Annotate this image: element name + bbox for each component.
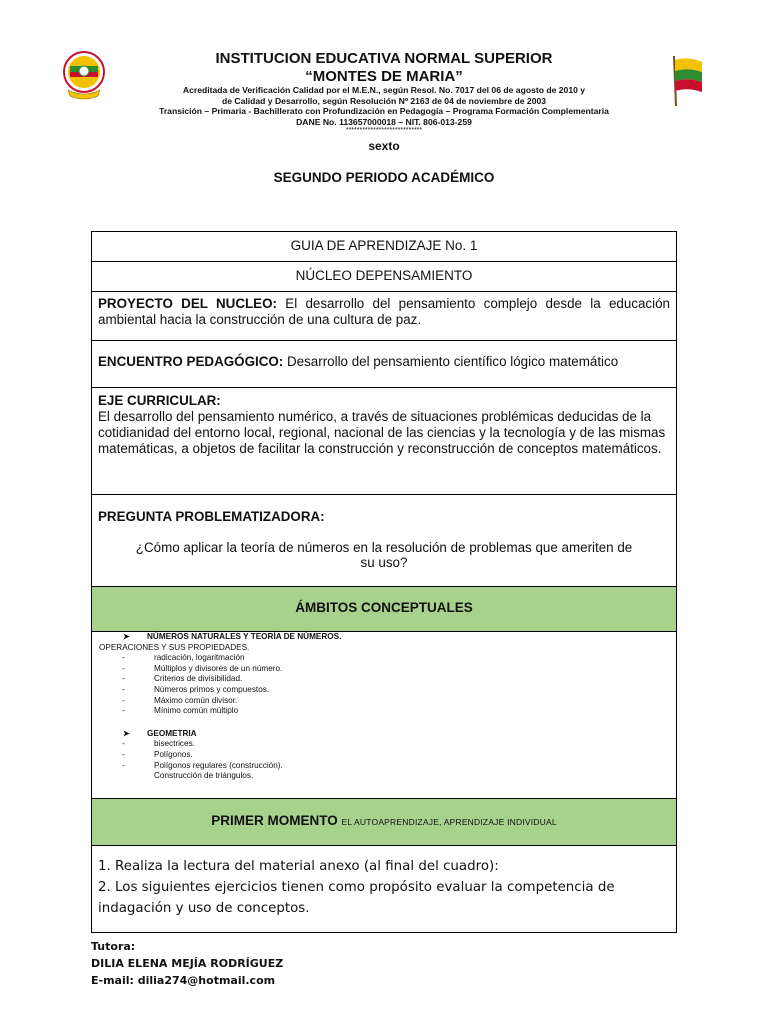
operaciones-heading: OPERACIONES Y SUS PROPIEDADES. xyxy=(99,642,250,652)
ambitos-title: ÁMBITOS CONCEPTUALES xyxy=(295,600,473,615)
encuentro-paragraph xyxy=(92,341,676,370)
eje-label: EJE CURRICULAR: xyxy=(98,393,221,408)
tutora-name: DILIA ELENA MEJÍA RODRÍGUEZ xyxy=(91,957,284,970)
eje-text: El desarrollo del pensamiento numérico, a través de situaciones problémicas deducidas de la cotidianidad del entorno local, regional, nacional de las ciencias y la tecnología y de las mismas matemáticas, a objetos de facilitar la construcción y reconstrucción de conceptos matemáticos. xyxy=(98,409,666,456)
tutora-label: Tutora: xyxy=(91,940,136,953)
accreditation-line: Acreditada de Verificación Calidad por el M.E.N., según Resol. No. 7017 del 06 de agosto de 2010 y xyxy=(182,85,586,95)
arrow-icon: ➤ xyxy=(123,728,130,738)
guia-row xyxy=(92,232,676,262)
actividades-row xyxy=(92,846,676,933)
tutora-block xyxy=(91,938,283,989)
institution-name: INSTITUCION EDUCATIVA NORMAL SUPERIOR xyxy=(215,50,553,67)
guia-title: GUIA DE APRENDIZAJE No. 1 xyxy=(290,238,478,253)
encuentro-text: Desarrollo del pensamiento científico lógico matemático xyxy=(283,354,619,369)
list-item: - Criterios de divisibilidad. xyxy=(122,674,243,684)
ambitos-row xyxy=(92,587,676,632)
list-item: - Mínimo común múltiplo xyxy=(122,706,239,716)
accreditation-line: de Calidad y Desarrollo, según Resolución Nº 2163 de 04 de noviembre de 2003 xyxy=(221,96,547,106)
contenido-row xyxy=(92,632,676,799)
actividad-item: 1. Realiza la lectura del material anexo (al final del cuadro): xyxy=(98,859,499,874)
proyecto-label: PROYECTO DEL NUCLEO: xyxy=(98,296,277,311)
learning-guide-table xyxy=(91,231,677,933)
list-item: Construcción de triángulos. xyxy=(154,771,254,781)
primer-momento-row xyxy=(92,799,676,846)
accreditation-line: DANE No. 113657000018 – NIT. 806-013-259 xyxy=(296,117,472,127)
pregunta-text: ¿Cómo aplicar la teoría de números en la resolución de problemas que ameriten de su uso? xyxy=(135,540,633,570)
list-heading: ➤ NÚMEROS NATURALES Y TEORÍA DE NÚMEROS. xyxy=(96,632,676,643)
school-name: “MONTES DE MARIA” xyxy=(305,68,463,85)
primer-momento-heading xyxy=(92,799,676,828)
list-item: - bisectrices. xyxy=(122,739,195,749)
accreditation-line: Transición – Primaria - Bachillerato con Profundización en Pedagogía – Programa Formación Complementaria xyxy=(159,106,609,116)
list-item: - Polígonos. xyxy=(122,749,193,759)
list-item: - radicación, logaritmación xyxy=(122,653,245,663)
encuentro-row xyxy=(92,341,676,388)
pregunta-row xyxy=(92,495,676,587)
list-item: - Números primos y compuestos. xyxy=(122,684,270,694)
tutora-email: E-mail: dilia274@hotmail.com xyxy=(91,974,276,987)
list-item: - Máximo común divisor. xyxy=(122,695,238,705)
nucleo-row xyxy=(92,262,676,292)
period-title: SEGUNDO PERIODO ACADÉMICO xyxy=(273,170,495,185)
pregunta-label: PREGUNTA PROBLEMATIZADORA: xyxy=(98,509,325,524)
primer-momento-subtitle: EL AUTOAPRENDIZAJE, APRENDIZAJE INDIVIDUAL xyxy=(341,817,557,827)
actividad-item: 2. Los siguientes ejercicios tienen como propósito evaluar la competencia de indagación y uso de conceptos. xyxy=(98,880,615,916)
proyecto-text: El desarrollo del pensamiento complejo desde la educación ambiental hacia la construcción de una cultura de paz. xyxy=(98,296,670,327)
list-item: - Polígonos regulares (construcción). xyxy=(122,760,283,770)
proyecto-paragraph xyxy=(92,292,676,328)
list-item: - Múltiplos y divisores de un número. xyxy=(122,663,283,673)
eje-row xyxy=(92,388,676,495)
grade-label: sexto xyxy=(368,139,400,153)
stars-divider: **************************** xyxy=(345,127,423,134)
nucleo-title: NÚCLEO DEPENSAMIENTO xyxy=(295,268,473,283)
encuentro-label: ENCUENTRO PEDAGÓGICO: xyxy=(98,354,284,369)
proyecto-row xyxy=(92,292,676,341)
primer-momento-title: PRIMER MOMENTO xyxy=(211,813,338,828)
arrow-icon: ➤ xyxy=(123,632,130,641)
list-heading: ➤ GEOMETRIA xyxy=(96,729,676,740)
